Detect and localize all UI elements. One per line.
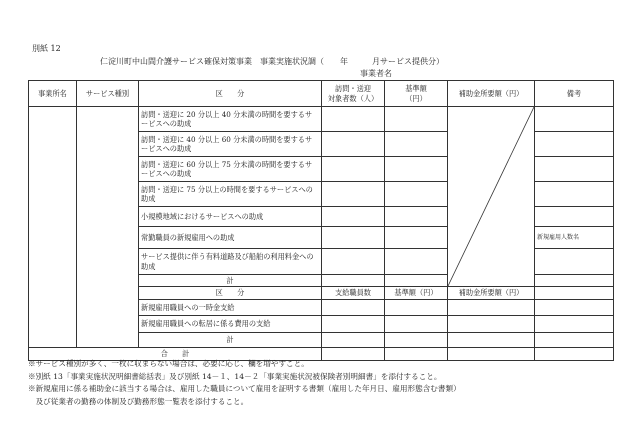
visit-count-cell[interactable] <box>322 227 385 249</box>
note-line: ※サービス種別が多く、一枚に収まらない場合は、必要に応じ、欄を増やすこと。 <box>28 359 309 368</box>
remarks-cell[interactable] <box>535 157 614 182</box>
form-number: 別紙 12 <box>32 44 61 53</box>
subsidy-diagonal-cell <box>448 107 535 287</box>
remarks-cell[interactable] <box>535 207 614 227</box>
staff-count-subtotal[interactable] <box>322 333 385 348</box>
remarks-cell[interactable] <box>535 333 614 348</box>
header-office: 事業所名 <box>29 81 77 107</box>
header-base-amount: 基準額 （円） <box>385 81 448 107</box>
remarks-cell[interactable] <box>535 107 614 132</box>
second-header-staff: 支給職員数 <box>322 287 385 300</box>
second-header-base: 基準額（円） <box>385 287 448 300</box>
remarks-cell[interactable] <box>535 275 614 287</box>
base-amount-cell[interactable] <box>385 207 448 227</box>
subsidy-cell[interactable] <box>448 300 535 316</box>
table-row <box>29 107 614 132</box>
subsidy-subtotal[interactable] <box>448 333 535 348</box>
base-amount-cell[interactable] <box>385 157 448 182</box>
remarks-cell[interactable] <box>535 132 614 157</box>
second-header-subsidy: 補助金所要額（円） <box>448 287 535 300</box>
visit-count-cell[interactable] <box>322 107 385 132</box>
visit-count-cell[interactable] <box>322 157 385 182</box>
operator-label: 事業者名 <box>360 69 392 78</box>
new-hire-remark: 新規雇用人数名 <box>535 227 614 249</box>
remarks-cell[interactable] <box>535 300 614 316</box>
header-subsidy: 補助金所要額（円） <box>448 81 535 107</box>
category-cell: 小規模地域におけるサービスへの助成 <box>139 207 322 227</box>
header-service-type: サービス種別 <box>77 81 139 107</box>
header-remarks: 備考 <box>535 81 614 107</box>
page-title: 仁淀川町中山間介護サービス確保対策事業 事業実施状況調（ 年 月サービス提供分） <box>100 57 444 66</box>
notes <box>28 358 618 408</box>
header-category: 区 分 <box>139 81 322 107</box>
base-amount-cell[interactable] <box>385 182 448 207</box>
status-table <box>28 80 614 361</box>
base-amount-cell[interactable] <box>385 227 448 249</box>
visit-count-cell[interactable] <box>322 207 385 227</box>
category-cell: 訪問・送迎に 20 分以上 40 分未満の時間を要するサービスへの助成 <box>139 107 322 132</box>
remarks-cell[interactable] <box>535 287 614 300</box>
base-amount-cell[interactable] <box>385 249 448 275</box>
category-cell: サービス提供に伴う有料道路及び船舶の利用料金への助成 <box>139 249 322 275</box>
subtotal-label: 計 <box>139 275 322 287</box>
base-amount-subtotal[interactable] <box>385 333 448 348</box>
note-line: ※別紙 13「事業実施状況明細書総括表」及び別紙 14－１、14－２「事業実施状況被保険者別明細書」を添付すること。 <box>28 371 442 381</box>
table-header-row <box>29 81 614 107</box>
second-header-category: 区 分 <box>139 287 322 300</box>
remarks-cell[interactable] <box>535 249 614 275</box>
remarks-cell[interactable] <box>535 182 614 207</box>
service-type-cell[interactable] <box>77 107 139 348</box>
subsidy-cell[interactable] <box>448 316 535 333</box>
remarks-cell[interactable] <box>535 316 614 333</box>
base-amount-cell[interactable] <box>385 107 448 132</box>
visit-count-cell[interactable] <box>322 132 385 157</box>
diagonal-line <box>448 107 534 286</box>
base-amount-cell[interactable] <box>385 300 448 316</box>
second-category-cell: 新規雇用職員への転居に係る費用の支給 <box>139 316 322 333</box>
note-line: ※新規雇用に係る補助金に該当する場合は、雇用した職員について雇用を証明する書類（雇用した年月日、雇用形態含む書類） <box>28 384 461 393</box>
grand-total-label: 合 計 <box>29 348 322 361</box>
second-category-cell: 新規雇用職員への一時金支給 <box>139 300 322 316</box>
second-subtotal-label: 計 <box>139 333 322 348</box>
category-cell: 訪問・送迎に 75 分以上の時間を要するサービスへの助成 <box>139 182 322 207</box>
note-line: 及び従業者の勤務の体制及び勤務形態一覧表を添付すること。 <box>28 396 249 406</box>
visit-count-subtotal[interactable] <box>322 275 385 287</box>
visit-count-cell[interactable] <box>322 182 385 207</box>
base-amount-subtotal[interactable] <box>385 275 448 287</box>
staff-count-cell[interactable] <box>322 300 385 316</box>
visit-count-cell[interactable] <box>322 249 385 275</box>
office-name-cell[interactable] <box>29 107 77 348</box>
category-cell: 常勤職員の新規雇用への助成 <box>139 227 322 249</box>
base-amount-cell[interactable] <box>385 316 448 333</box>
category-cell: 訪問・送迎に 40 分以上 60 分未満の時間を要するサービスへの助成 <box>139 132 322 157</box>
category-cell: 訪問・送迎に 60 分以上 75 分未満の時間を要するサービスへの助成 <box>139 157 322 182</box>
base-amount-cell[interactable] <box>385 132 448 157</box>
staff-count-cell[interactable] <box>322 316 385 333</box>
header-visit-count: 訪問・送迎 対象者数（人） <box>322 81 385 107</box>
